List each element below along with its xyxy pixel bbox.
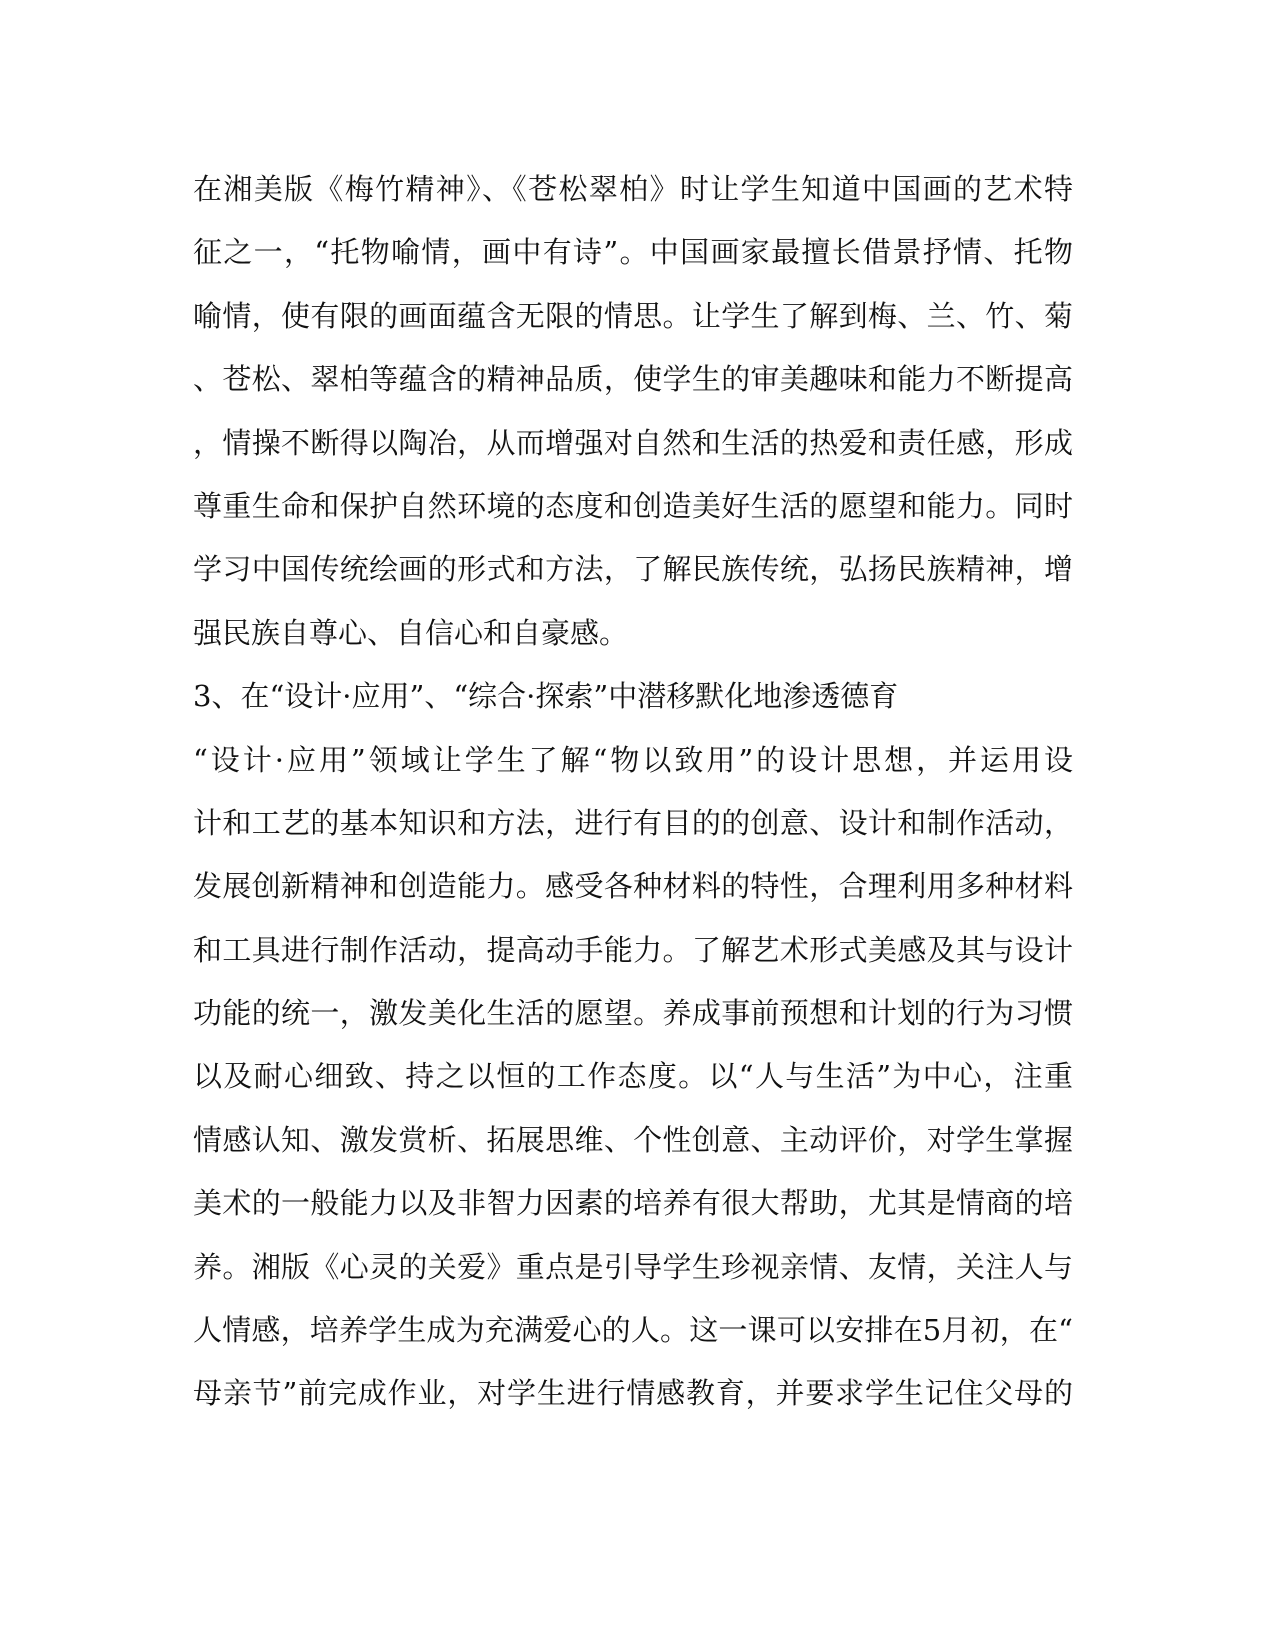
text-line: 美术的一般能力以及非智力因素的培养有很大帮助，尤其是情商的培	[193, 1186, 1073, 1221]
text-line: 计和工艺的基本知识和方法，进行有目的的创意、设计和制作活动，	[193, 805, 1073, 840]
section-heading: 3、在“设计·应用”、“综合·探索”中潜移默化地渗透德育	[193, 679, 899, 714]
text-line: “设计·应用”领域让学生了解“物以致用”的设计思想，并运用设	[193, 742, 1073, 777]
text-line: 和工具进行制作活动，提高动手能力。了解艺术形式美感及其与设计	[193, 932, 1073, 967]
text-line: 发展创新精神和创造能力。感受各种材料的特性，合理利用多种材料	[193, 869, 1073, 904]
text-line: 养。湘版《心灵的关爱》重点是引导学生珍视亲情、友情，关注人与	[193, 1249, 1073, 1284]
text-line: 学习中国传统绘画的形式和方法，了解民族传统，弘扬民族精神，增	[193, 552, 1073, 587]
text-line: 以及耐心细致、持之以恒的工作态度。以“人与生活”为中心，注重	[193, 1059, 1073, 1094]
text-line: 强民族自尊心、自信心和自豪感。	[193, 615, 629, 650]
text-line: 、苍松、翠柏等蕴含的精神品质，使学生的审美趣味和能力不断提高	[193, 362, 1073, 397]
text-line: 尊重生命和保护自然环境的态度和创造美好生活的愿望和能力。同时	[193, 488, 1073, 523]
text-line: 征之一，“托物喻情，画中有诗”。中国画家最擅长借景抒情、托物	[193, 235, 1073, 270]
text-line: ，情操不断得以陶冶，从而增强对自然和生活的热爱和责任感，形成	[193, 425, 1073, 460]
body-text	[193, 158, 1073, 1426]
text-line: 功能的统一，激发美化生活的愿望。养成事前预想和计划的行为习惯	[193, 996, 1073, 1031]
text-line: 在湘美版《梅竹精神》、《苍松翠柏》时让学生知道中国画的艺术特	[193, 172, 1073, 206]
text-line: 母亲节”前完成作业，对学生进行情感教育，并要求学生记住父母的	[193, 1376, 1073, 1411]
text-line: 情感认知、激发赏析、拓展思维、个性创意、主动评价，对学生掌握	[193, 1122, 1073, 1157]
text-line: 喻情，使有限的画面蕴含无限的情思。让学生了解到梅、兰、竹、菊	[193, 298, 1073, 333]
text-line: 人情感，培养学生成为充满爱心的人。这一课可以安排在5月初，在“	[193, 1313, 1073, 1348]
